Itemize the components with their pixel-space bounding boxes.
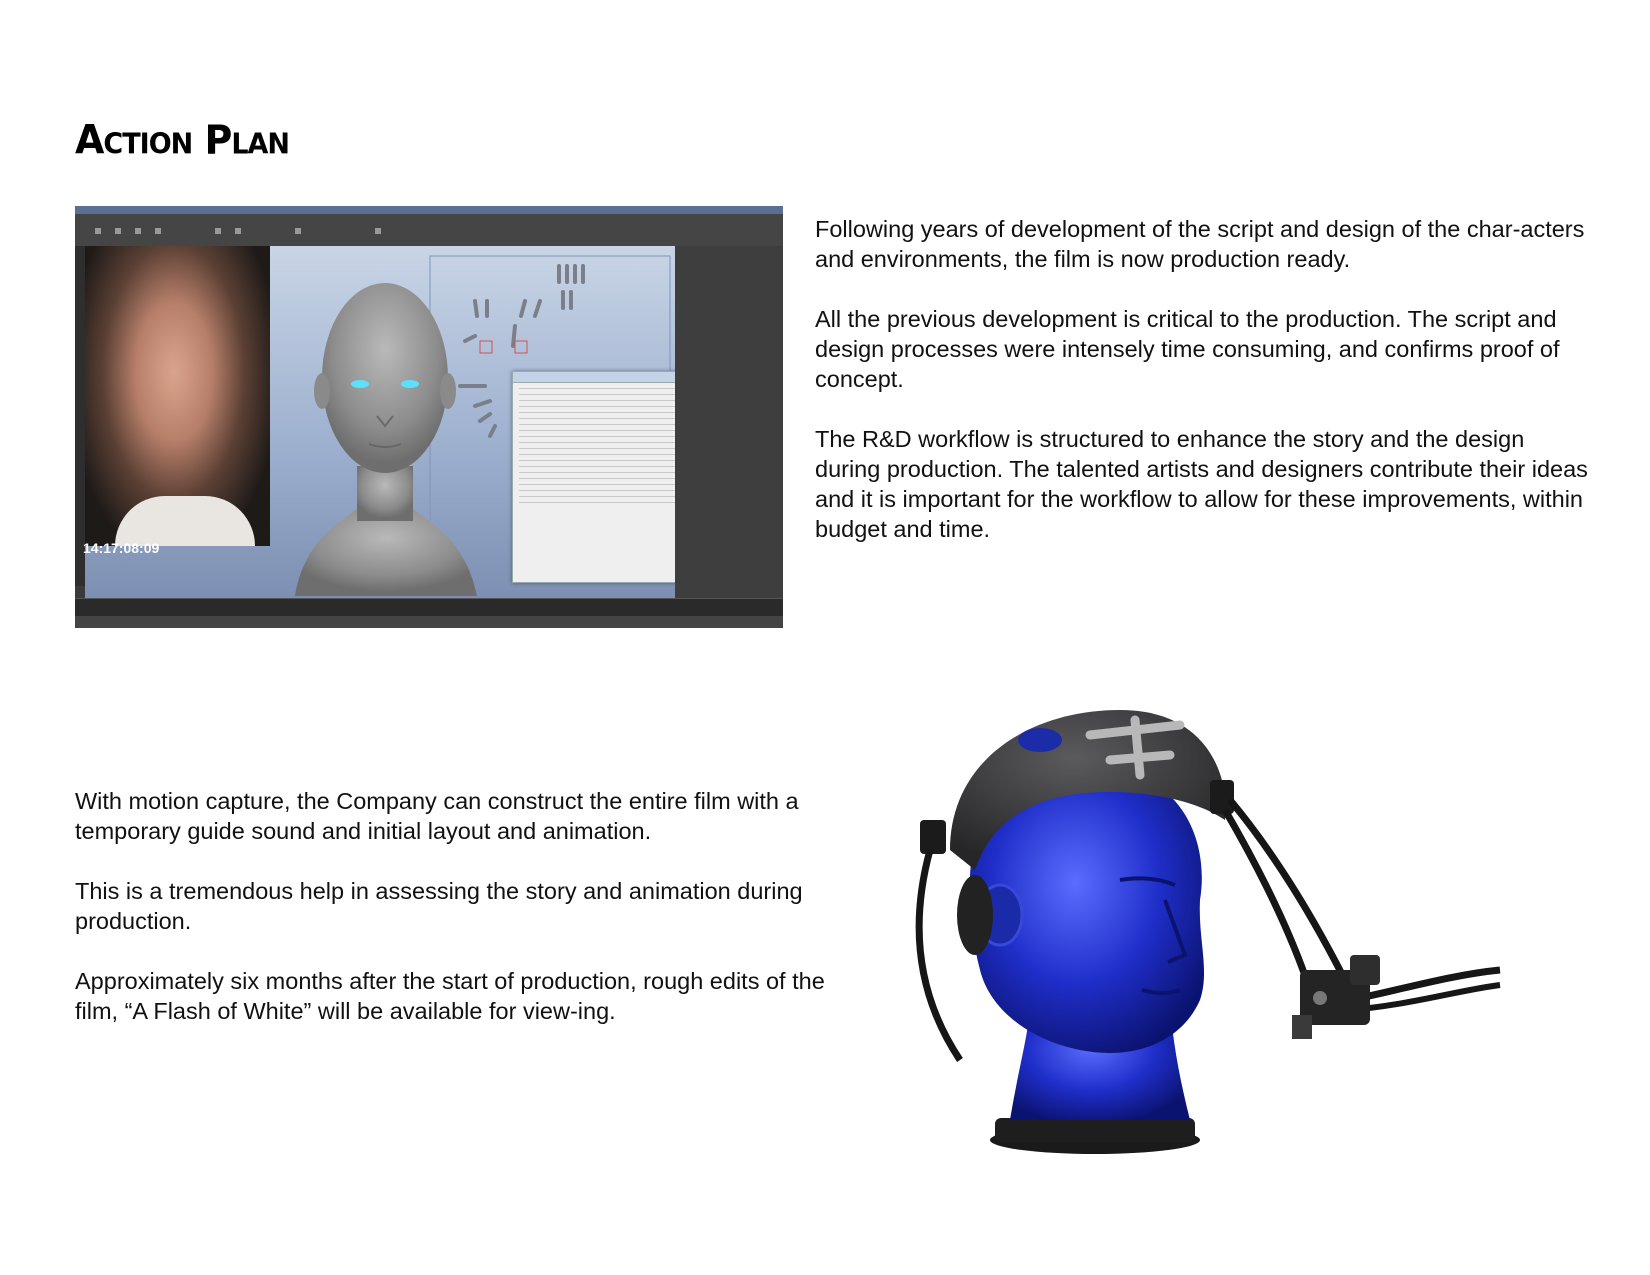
facial-capture-software-screenshot xyxy=(75,206,783,628)
top-text-block xyxy=(815,214,1595,574)
screenshot-channel-panel xyxy=(675,246,783,598)
paragraph: All the previous development is critical to the production. The script and design processes were intensely time consuming, and confirms proof of concept. xyxy=(815,306,1560,392)
page-title: Action Plan xyxy=(75,116,290,164)
mocap-helmet-photo xyxy=(880,700,1520,1160)
bottom-text-block xyxy=(75,786,835,1056)
paragraph: With motion capture, the Company can construct the entire film with a temporary guide sound and initial layout and animation. xyxy=(75,788,799,844)
actor-face-video xyxy=(85,246,270,546)
paragraph: The R&D workflow is structured to enhance the story and the design during production. The talented artists and designers contribute their ideas and it is important for the workflow to allow for these improvements, within budget and time. xyxy=(815,426,1588,542)
screenshot-tool-strip xyxy=(75,246,85,586)
digital-head-model xyxy=(285,266,485,596)
timecode-readout: 14:17:08:09 xyxy=(83,540,160,556)
screenshot-toolbar xyxy=(75,214,783,246)
screenshot-menubar xyxy=(75,206,783,214)
screenshot-statusbar xyxy=(75,616,783,628)
paragraph: This is a tremendous help in assessing the story and animation during production. xyxy=(75,878,803,934)
paragraph: Following years of development of the script and design of the char-acters and environments, the film is now production ready. xyxy=(815,216,1585,272)
paragraph: Approximately six months after the start of production, rough edits of the film, “A Flash of White” will be available for view-ing. xyxy=(75,968,825,1024)
screenshot-timeline xyxy=(75,598,783,617)
